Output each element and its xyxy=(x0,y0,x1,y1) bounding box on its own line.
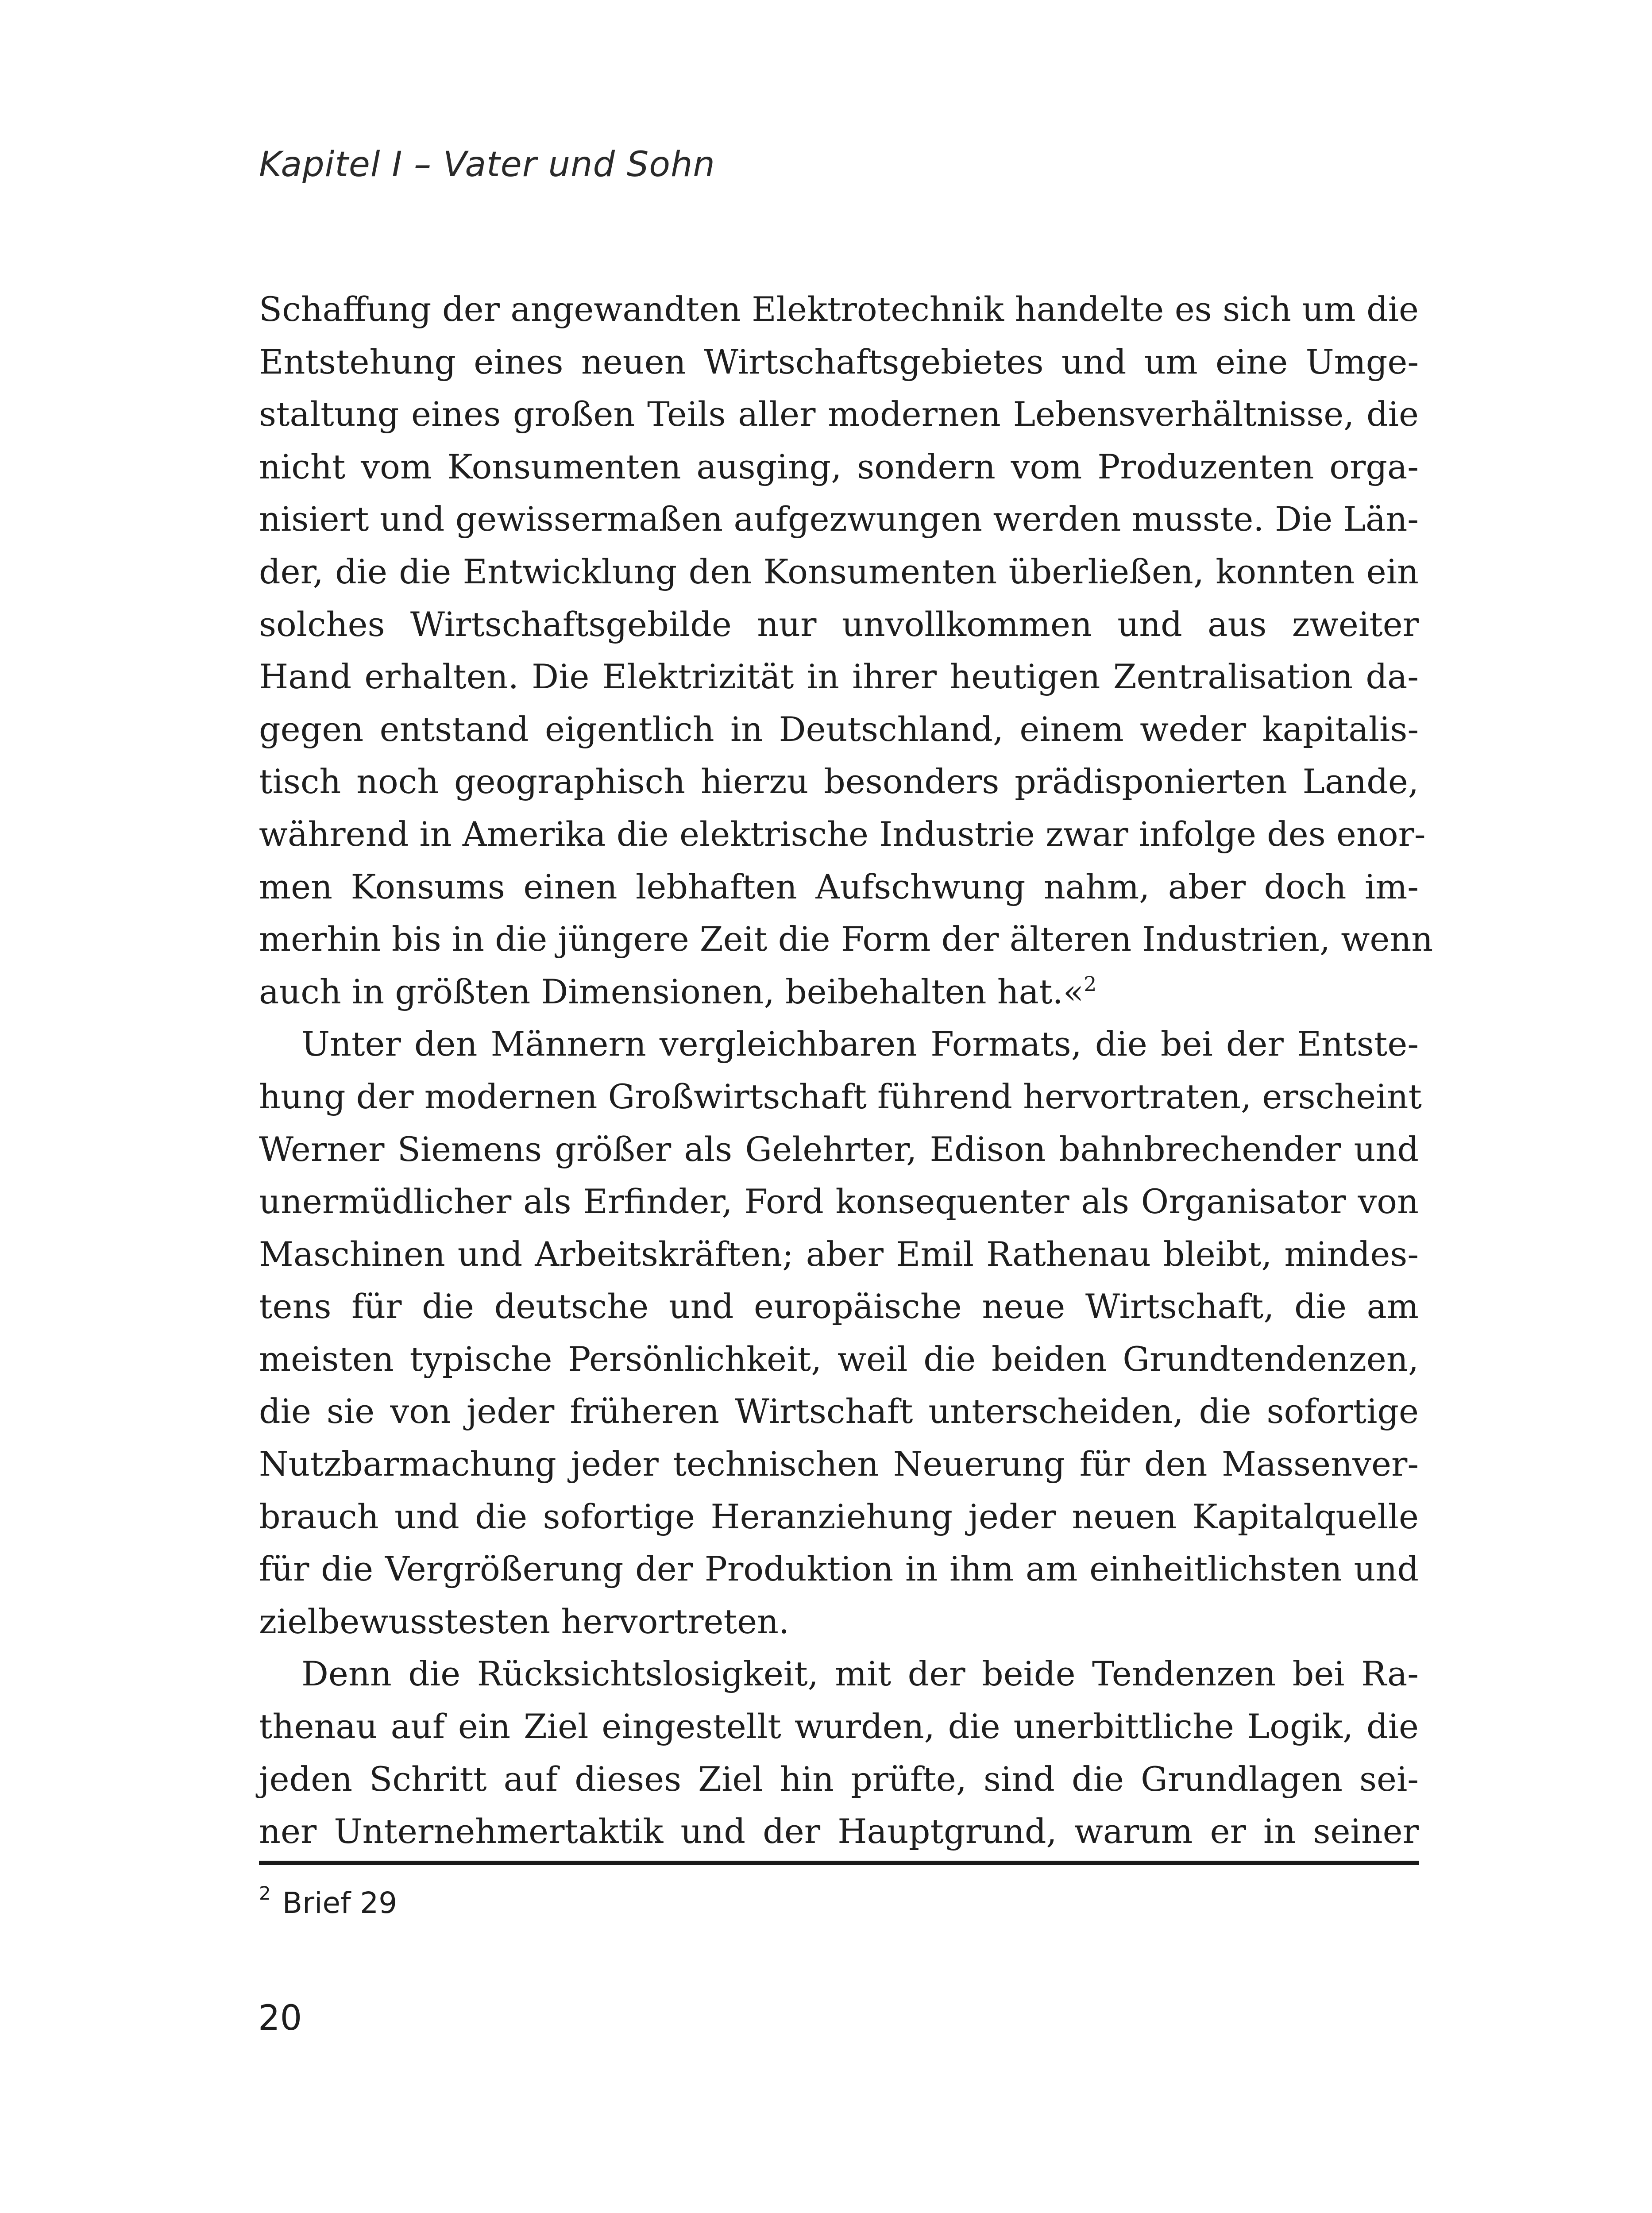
text-line xyxy=(259,703,1419,756)
line-text: der, die die Entwicklung den Konsumenten überließen, konnten ein xyxy=(259,551,1419,591)
line-text: die sie von jeder früheren Wirtschaft unterscheiden, die sofortige xyxy=(259,1392,1419,1431)
text-line xyxy=(259,1753,1419,1806)
text-line xyxy=(259,651,1419,703)
text-line xyxy=(259,441,1419,493)
line-text: Maschinen und Arbeitskräften; aber Emil Rathenau bleibt, mindes- xyxy=(259,1234,1419,1274)
text-line xyxy=(259,808,1426,861)
line-text: unermüdlicher als Erfinder, Ford konsequenter als Organisator von xyxy=(259,1182,1419,1222)
text-line xyxy=(259,546,1419,598)
text-line xyxy=(259,1596,1419,1648)
line-text: Hand erhalten. Die Elektrizität in ihrer heutigen Zentralisation da- xyxy=(259,657,1419,697)
text-line xyxy=(259,1700,1419,1753)
line-text: thenau auf ein Ziel eingestellt wurden, die unerbittliche Logik, die xyxy=(259,1707,1419,1746)
text-line xyxy=(259,1018,1419,1071)
text-line xyxy=(259,966,1419,1018)
line-text: zielbewusstesten hervortreten. xyxy=(259,1601,790,1641)
text-line xyxy=(259,493,1419,546)
text-line xyxy=(259,283,1419,336)
line-text: jeden Schritt auf dieses Ziel hin prüfte, sind die Grundlagen sei- xyxy=(259,1759,1419,1799)
page-number: 20 xyxy=(258,1998,302,2038)
line-text: hung der modernen Großwirtschaft führend hervortraten, erscheint xyxy=(259,1076,1422,1116)
line-text: für die Vergrößerung der Produktion in ihm am einheitlichsten und xyxy=(259,1549,1419,1589)
line-text: Denn die Rücksichtslosigkeit, mit der beide Tendenzen bei Ra- xyxy=(301,1654,1419,1694)
text-line xyxy=(259,1648,1419,1700)
line-text: ner Unternehmertaktik und der Hauptgrund, warum er in seiner xyxy=(259,1812,1419,1851)
line-text: auch in größten Dimensionen, beibehalten hat.« xyxy=(259,972,1084,1011)
text-line xyxy=(259,1385,1419,1438)
text-line xyxy=(259,1805,1419,1858)
text-line xyxy=(259,913,1433,966)
body-text xyxy=(259,283,1433,1858)
line-text: Unter den Männern vergleichbaren Formats, die bei der Entste- xyxy=(301,1024,1419,1064)
line-text: solches Wirtschaftsgebilde nur unvollkommen und aus zweiter xyxy=(259,604,1419,644)
line-text: Werner Siemens größer als Gelehrter, Edison bahnbrechender und xyxy=(259,1129,1419,1169)
text-line xyxy=(259,1123,1419,1176)
line-text: während in Amerika die elektrische Industrie zwar infolge des enor- xyxy=(259,814,1426,854)
line-text: Schaffung der angewandten Elektrotechnik handelte es sich um die xyxy=(259,289,1419,329)
text-line xyxy=(259,1280,1419,1333)
line-text: brauch und die sofortige Heranziehung jeder neuen Kapitalquelle xyxy=(259,1496,1419,1536)
line-text: tisch noch geographisch hierzu besonders prädisponierten Lande, xyxy=(259,762,1419,802)
footnote-text: Brief 29 xyxy=(282,1886,398,1920)
line-text: gegen entstand eigentlich in Deutschland, einem weder kapitalis- xyxy=(259,709,1419,749)
line-text: Entstehung eines neuen Wirtschaftsgebietes und um eine Umge- xyxy=(259,342,1419,382)
footnote-reference[interactable]: 2 xyxy=(1084,972,1097,996)
text-line xyxy=(259,1071,1422,1123)
text-line xyxy=(259,336,1419,389)
line-text: men Konsums einen lebhaften Aufschwung nahm, aber doch im- xyxy=(259,867,1419,906)
text-line xyxy=(259,756,1419,808)
text-line xyxy=(259,598,1419,651)
running-head: Kapitel I – Vater und Sohn xyxy=(259,145,715,185)
text-line xyxy=(259,1438,1419,1491)
line-text: merhin bis in die jüngere Zeit die Form der älteren Industrien, wenn xyxy=(259,919,1433,959)
line-text: meisten typische Persönlichkeit, weil die beiden Grundtendenzen, xyxy=(259,1339,1419,1379)
text-line xyxy=(259,388,1419,441)
footnote-separator xyxy=(259,1861,1419,1865)
text-line xyxy=(259,1228,1419,1281)
line-text: Nutzbarmachung jeder technischen Neuerung für den Massenver- xyxy=(259,1444,1419,1484)
footnote-number: 2 xyxy=(259,1882,271,1904)
line-text: nisiert und gewissermaßen aufgezwungen werden musste. Die Län- xyxy=(259,499,1419,539)
text-line xyxy=(259,1491,1419,1543)
line-text: staltung eines großen Teils aller modernen Lebensverhältnisse, die xyxy=(259,394,1419,434)
footnote xyxy=(259,1881,397,1925)
text-line xyxy=(259,861,1419,914)
line-text: tens für die deutsche und europäische neue Wirtschaft, die am xyxy=(259,1287,1419,1326)
text-line xyxy=(259,1176,1419,1228)
text-line xyxy=(259,1333,1419,1386)
text-line xyxy=(259,1543,1419,1596)
line-text: nicht vom Konsumenten ausging, sondern vom Produzenten orga- xyxy=(259,447,1419,486)
